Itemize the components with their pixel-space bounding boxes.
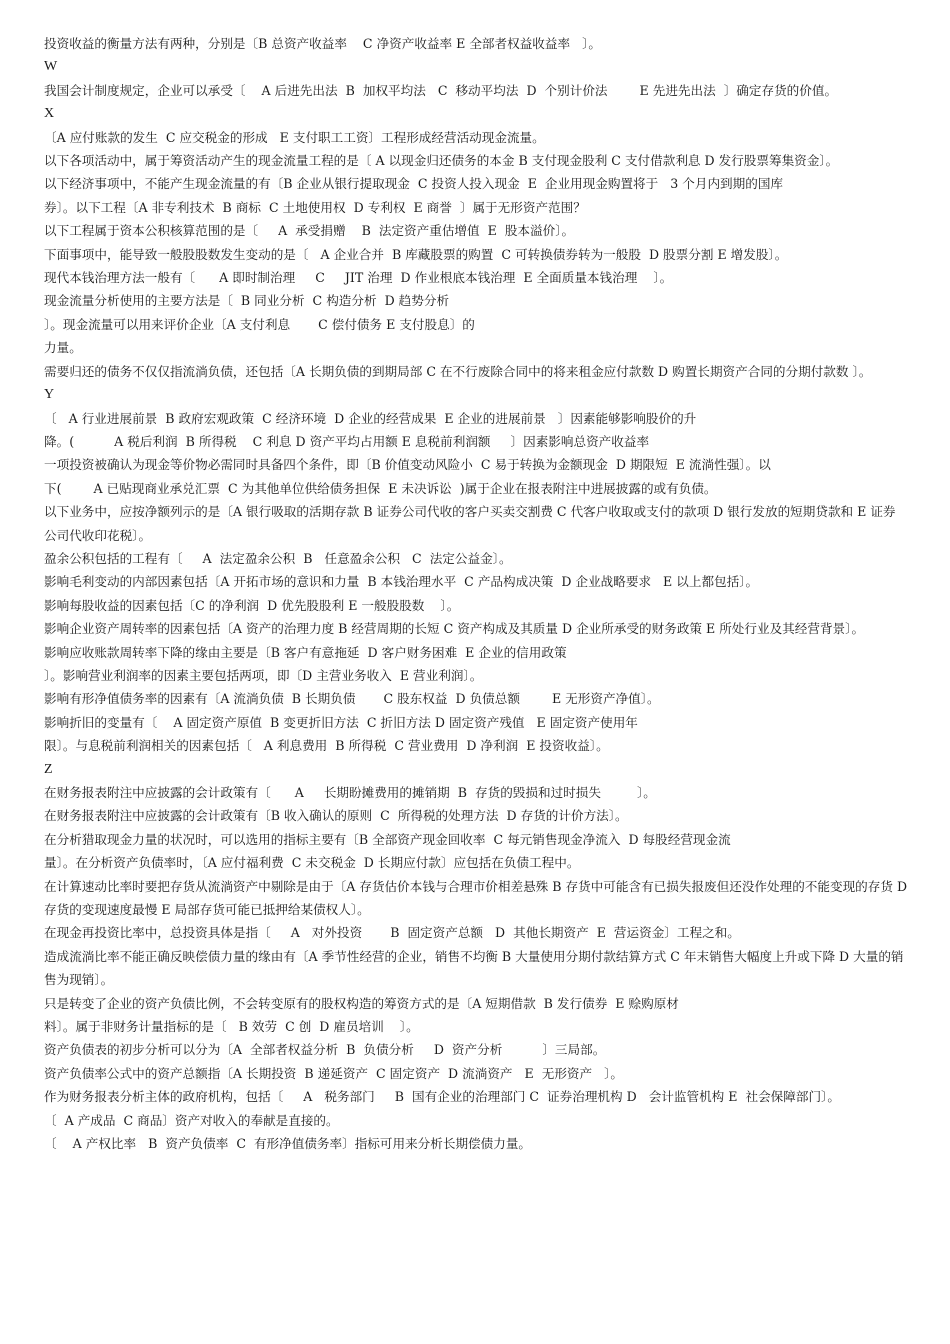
text-line: 限〕。与息税前利润相关的因素包括〔 A 利息费用 B 所得税 C 营业费用 D 净利润 E 投资收益〕。 bbox=[44, 738, 609, 754]
text-line: 资产负债表的初步分析可以分为〔A 全部者权益分析 B 负债分析 D 资产分析 〕三局部。 bbox=[44, 1042, 606, 1058]
text-line: 我国会计制度规定，企业可以承受〔 A 后进先出法 B 加权平均法 C 移动平均法 D 个别计价法 E 先进先出法 〕确定存货的价值。 bbox=[44, 82, 838, 98]
text-line: 一项投资被确认为现金等价物必需同时具备四个条件，即〔B 价值变动风险小 C 易于转换为金额现金 D 期限短 E 流淌性强〕。以 bbox=[44, 457, 771, 473]
text-line: 下( A 已贴现商业承兑汇票 C 为其他单位供给债务担保 E 未决诉讼 )属于企业在报表附注中进展披露的或有负债。 bbox=[44, 480, 717, 496]
text-line: 影响企业资产周转率的因素包括〔A 资产的治理力度 B 经营周期的长短 C 资产构成及其质量 D 企业所承受的财务政策 E 所处行业及其经营背景〕。 bbox=[44, 621, 865, 637]
text-line: 券〕。以下工程〔A 非专利技术 B 商标 C 土地使用权 D 专利权 E 商誉 〕属于无形资产范围？ bbox=[44, 199, 586, 215]
text-line: 在财务报表附注中应披露的会计政策有〔B 收入确认的原则 C 所得税的处理方法 D 存货的计价方法〕。 bbox=[44, 808, 628, 824]
text-line: 现代本钱治理方法一般有〔 A 即时制治理 C JIT 治理 D 作业根底本钱治理 E 全面质量本钱治理 〕。 bbox=[44, 270, 673, 286]
text-line: 造成流淌比率不能正确反映偿债力量的缘由有〔A 季节性经营的企业，销售不均衡 B 大量使用分期付款结算方式 C 年末销售大幅度上升或下降 D 大量的销售为现销〕。 bbox=[44, 948, 904, 988]
text-line: 影响有形净值债务率的因素有〔A 流淌负债 B 长期负债 C 股东权益 D 负债总额 E 无形资产净值〕。 bbox=[44, 691, 660, 707]
text-line: 〕。影响营业利润率的因素主要包括两项，即〔D 主营业务收入 E 营业利润〕。 bbox=[44, 667, 483, 683]
text-line: 以下各项活动中，属于筹资活动产生的现金流量工程的是〔 A 以现金归还债务的本金 B 支付现金股利 C 支付借款利息 D 发行股票筹集资金〕。 bbox=[44, 153, 839, 169]
document-page bbox=[44, 32, 908, 1156]
text-line: 影响折旧的变量有〔 A 固定资产原值 B 变更折旧方法 C 折旧方法 D 固定资产残值 E 固定资产使用年 bbox=[44, 714, 638, 730]
text-line: 需要归还的债务不仅仅指流淌负债，还包括〔A 长期负债的到期局部 C 在不行废除合同中的将来租金应付款数 D 购置长期资产合同的分期付款数 〕。 bbox=[44, 363, 872, 379]
text-line: 在财务报表附注中应披露的会计政策有〔 A 长期盼摊费用的摊销期 B 存货的毁损和过时损失 〕。 bbox=[44, 785, 656, 800]
text-line: 影响毛利变动的内部因素包括〔A 开拓市场的意识和力量 B 本钱治理水平 C 产品构成决策 D 企业战略要求 E 以上都包括〕。 bbox=[44, 574, 759, 590]
section-letter: Z bbox=[44, 761, 53, 777]
text-line: 下面事项中，能导致一般股股数发生变动的是〔 A 企业合并 B 库藏股票的购置 C 可转换债券转为一般股 D 股票分割 E 增发股〕。 bbox=[44, 246, 788, 262]
text-line: 盈余公积包括的工程有〔 A 法定盈余公积 B 任意盈余公积 C 法定公益金〕。 bbox=[44, 550, 512, 566]
section-letter: X bbox=[44, 106, 55, 122]
text-line: 作为财务报表分析主体的政府机构，包括〔 A 税务部门 B 国有企业的治理部门 C 证券治理机构 D 会计监管机构 E 社会保障部门〕。 bbox=[44, 1089, 840, 1105]
text-line: 在现金再投资比率中，总投资具体是指〔 A 对外投资 B 固定资产总额 D 其他长期资产 E 营运资金〕工程之和。 bbox=[44, 925, 740, 941]
section-letter: Y bbox=[44, 387, 55, 403]
text-line: 在计算速动比率时要把存货从流淌资产中剔除是由于〔A 存货估价本钱与合理市价相差悬殊 B 存货中可能含有已损失报废但还没作处理的不能变现的存货 D 存货的变现速度最慢 E 局部存货可能已抵押给某债权人〕。 bbox=[44, 878, 908, 918]
text-line: 以下工程属于资本公积核算范围的是〔 A 承受捐赠 B 法定资产重估增值 E 股本溢价〕。 bbox=[44, 223, 575, 239]
text-line: 只是转变了企业的资产负债比例，不会转变原有的股权构造的筹资方式的是〔A 短期借款 B 发行债券 E 赊购原材 bbox=[44, 995, 679, 1011]
text-line: 在分析猎取现金力量的状况时，可以选用的指标主要有〔B 全部资产现金回收率 C 每元销售现金净流入 D 每股经营现金流 bbox=[44, 831, 731, 847]
text-line: 〔 A 产权比率 B 资产负债率 C 有形净值债务率〕指标可用来分析长期偿债力量。 bbox=[44, 1136, 532, 1152]
text-line: 力量。 bbox=[44, 340, 82, 356]
text-line: 现金流量分析使用的主要方法是〔 B 同业分析 C 构造分析 D 趋势分析 bbox=[44, 293, 450, 309]
text-line: 〔A 应付账款的发生 C 应交税金的形成 E 支付职工工资〕工程形成经营活动现金流量。 bbox=[44, 129, 545, 145]
text-line: 〔 A 行业进展前景 B 政府宏观政策 C 经济环境 D 企业的经营成果 E 企业的进展前景 〕因素能够影响股价的升 bbox=[44, 410, 697, 426]
section-letter: W bbox=[44, 59, 58, 75]
text-line: 量〕。在分析资产负债率时，〔A 应付福利费 C 未交税金 D 长期应付款〕应包括在负债工程中。 bbox=[44, 855, 580, 871]
text-line: 以下经济事项中，不能产生现金流量的有〔B 企业从银行提取现金 C 投资人投入现金 E 企业用现金购置将于 3 个月内到期的国库 bbox=[44, 176, 784, 192]
text-line: 影响应收账款周转率下降的缘由主要是〔B 客户有意拖延 D 客户财务困难 E 企业的信用政策 bbox=[44, 644, 567, 660]
text-line: 以下业务中，应按净额列示的是〔A 银行吸取的活期存款 B 证券公司代收的客户买卖交割费 C 代客户收取或支付的款项 D 银行发放的短期贷款和 E 证券公司代收印花税〕。 bbox=[44, 504, 896, 543]
text-line: 料〕。属于非财务计量指标的是〔 B 效劳 C 创 D 雇员培训 〕。 bbox=[44, 1019, 419, 1035]
text-line: 资产负债率公式中的资产总额指〔A 长期投资 B 递延资产 C 固定资产 D 流淌资产 E 无形资产 〕。 bbox=[44, 1065, 624, 1081]
text-line: 〔 A 产成品 C 商品〕资产对收入的奉献是直接的。 bbox=[44, 1112, 339, 1128]
text-line: 〕。现金流量可以用来评价企业〔A 支付利息 C 偿付债务 E 支付股息〕的 bbox=[44, 316, 475, 332]
text-line: 投资收益的衡量方法有两种，分别是〔B 总资产收益率 C 净资产收益率 E 全部者权益收益率 〕。 bbox=[44, 36, 601, 51]
text-line: 影响每股收益的因素包括〔C 的净利润 D 优先股股利 E 一般股股数 〕。 bbox=[44, 597, 460, 613]
text-line: 降。( A 税后利润 B 所得税 C 利息 D 资产平均占用额 E 息税前利润额 〕因素影响总资产收益率 bbox=[44, 433, 650, 449]
